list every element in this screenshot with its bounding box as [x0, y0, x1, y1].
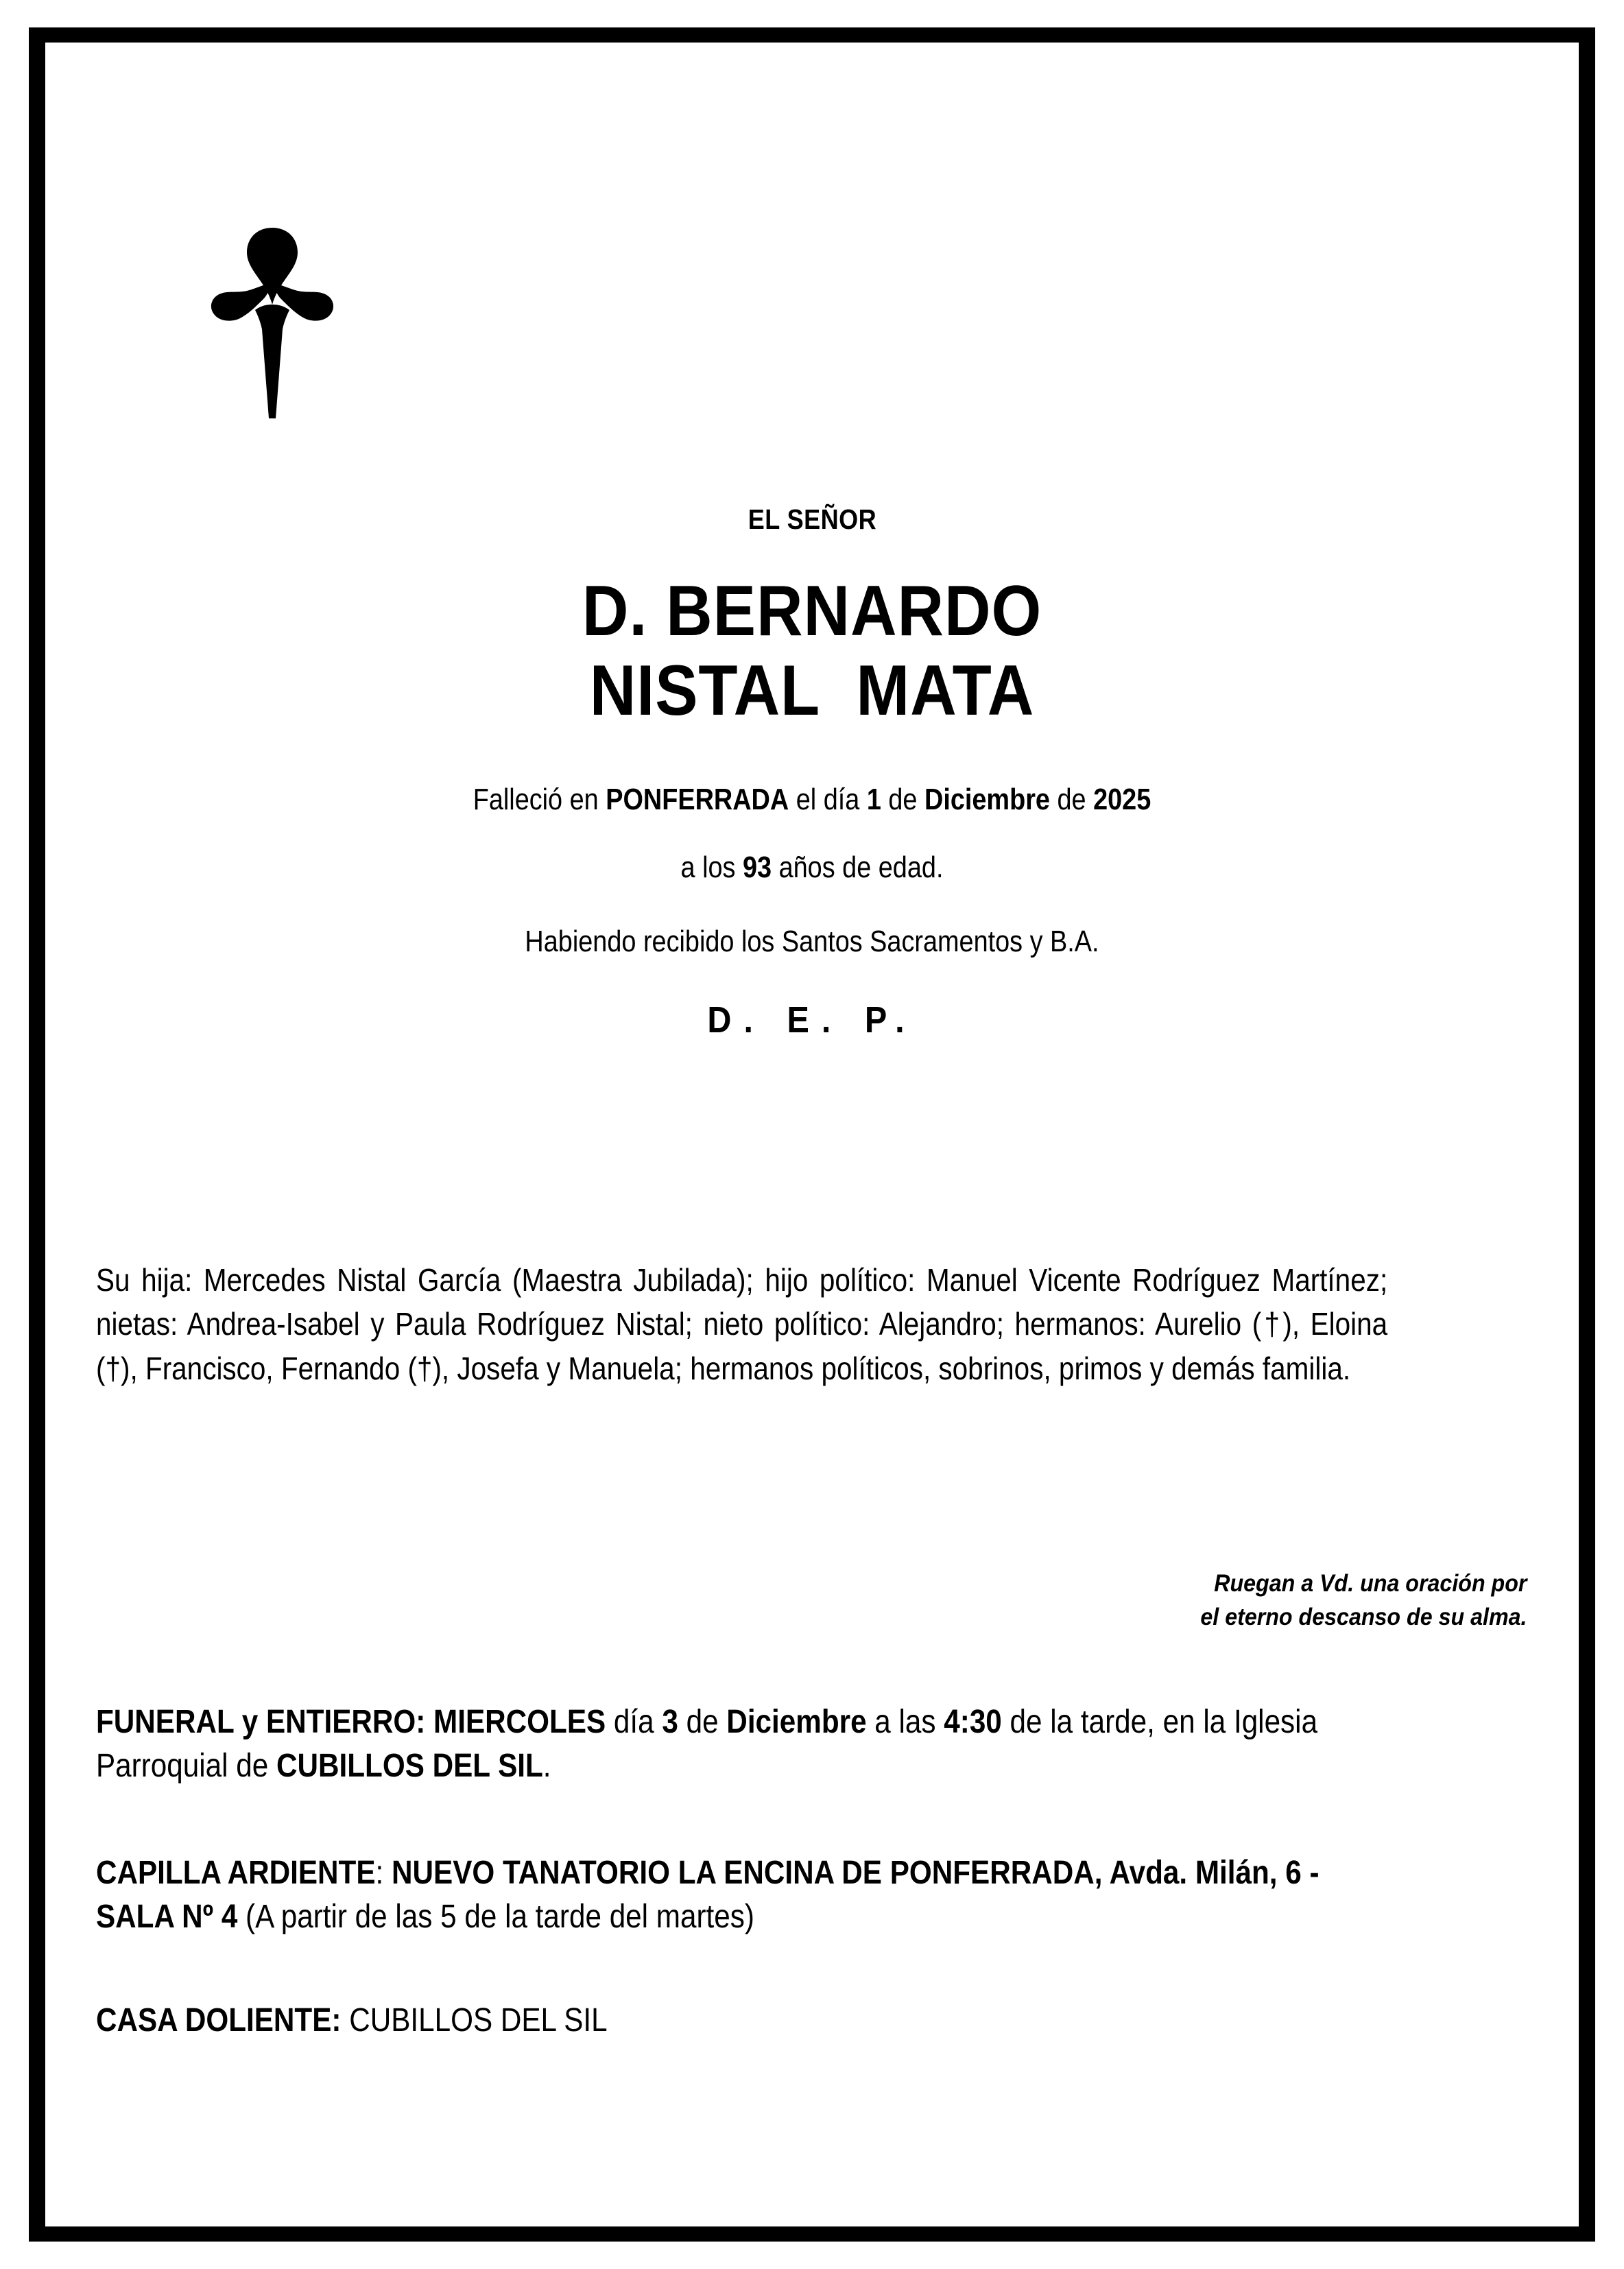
deceased-name — [163, 571, 1461, 731]
death-prefix: Falleció en — [473, 782, 606, 816]
casa-value: CUBILLOS DEL SIL — [341, 2002, 608, 2039]
funeral-suffix: . — [542, 1748, 551, 1785]
age-value: 93 — [742, 850, 772, 884]
kicker-el-senor — [91, 503, 1533, 536]
death-mid-2: de — [881, 782, 924, 816]
dep-line: D. E. P. — [707, 999, 917, 1041]
death-mid-1: el día — [789, 782, 867, 816]
sacraments-line: Habiendo recibido los Santos Sacramentos y B.A. — [525, 924, 1099, 958]
funeral-place: CUBILLOS DEL SIL — [276, 1748, 543, 1785]
cross-of-saint-james-icon — [207, 222, 337, 421]
death-mid-3: de — [1049, 782, 1094, 816]
deceased-name-line-1: D. BERNARDO — [582, 571, 1042, 651]
funeral-mid-4: de la tarde, en la Iglesia Parroquial de — [96, 1704, 1318, 1785]
age-line — [191, 851, 1432, 885]
capilla-venue: NUEVO TANATORIO LA ENCINA DE PONFERRADA, Avda. Milán, 6 - SALA Nº 4 — [96, 1855, 1320, 1936]
funeral-label: FUNERAL y ENTIERRO: — [96, 1704, 426, 1740]
death-day: 1 — [866, 782, 881, 816]
funeral-month: Diciembre — [726, 1704, 867, 1740]
inner-white-area — [45, 43, 1579, 2226]
kicker-label: EL SEÑOR — [748, 503, 876, 535]
capilla-ardiente-details — [96, 1851, 1370, 1940]
age-suffix: años de edad. — [772, 850, 944, 884]
funeral-weekday: MIERCOLES — [425, 1704, 606, 1740]
capilla-colon: : — [375, 1855, 392, 1891]
capilla-label: CAPILLA ARDIENTE — [96, 1855, 376, 1891]
casa-doliente-details — [96, 1999, 1370, 2043]
black-border-frame — [29, 27, 1595, 2242]
death-place: PONFERRADA — [606, 782, 789, 816]
death-month: Diciembre — [924, 782, 1050, 816]
prayer-line-1: Ruegan a Vd. una oración por — [1213, 1570, 1527, 1597]
funeral-day: 3 — [662, 1704, 678, 1740]
notice-content — [91, 85, 1533, 2184]
funeral-mid-2: de — [678, 1704, 727, 1740]
deceased-name-line-2: NISTAL MATA — [589, 651, 1035, 731]
funeral-mid-1: día — [606, 1704, 662, 1740]
funeral-mid-3: a las — [866, 1704, 944, 1740]
capilla-note: (A partir de las 5 de la tarde del martes) — [237, 1899, 754, 1936]
funeral-details — [96, 1700, 1370, 1789]
casa-label: CASA DOLIENTE: — [96, 2002, 342, 2039]
family-paragraph: Su hija: Mercedes Nistal García (Maestra Jubilada); hijo político: Manuel Vicente Rodríguez Martínez; nietas: Andrea-Isabel y Paula Rodríguez Nistal; nieto político: Alejandro; hermanos: Aurelio (†), Eloina (†), Francisco, Fernando (†), Josefa y Manuela; hermanos políticos, sobrinos, primos y demás familia. — [96, 1262, 1388, 1386]
age-prefix: a los — [680, 850, 743, 884]
prayer-line-2: el eterno descanso de su alma. — [1199, 1604, 1527, 1630]
death-year: 2025 — [1093, 782, 1151, 816]
header-block — [91, 503, 1533, 1041]
funeral-time: 4:30 — [944, 1704, 1002, 1740]
death-details-line — [191, 782, 1432, 818]
prayer-request — [1200, 1567, 1527, 1634]
